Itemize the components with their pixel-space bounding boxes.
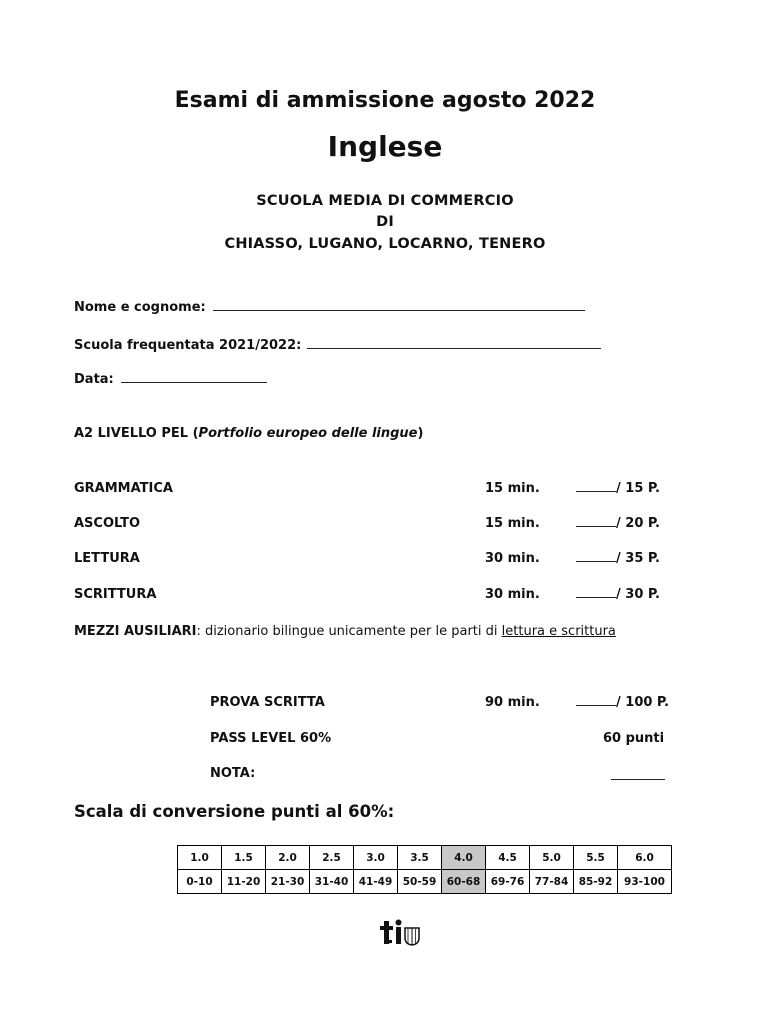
section-points-grammatica: / 15 P. [576, 481, 660, 496]
aids-label: MEZZI AUSILIARI [74, 624, 197, 639]
section-points-lettura: / 35 P. [576, 551, 660, 566]
section-time-ascolto: 15 min. [485, 516, 540, 531]
grade-cell: 1.0 [178, 846, 222, 870]
range-cell: 11-20 [222, 870, 266, 894]
section-name-grammatica: GRAMMATICA [74, 481, 173, 496]
exam-title: Esami di ammissione agosto 2022 [174, 88, 596, 113]
section-name-lettura: LETTURA [74, 551, 140, 566]
name-field-row [74, 300, 585, 315]
section-name-scrittura: SCRITTURA [74, 587, 157, 602]
date-field-row [74, 372, 267, 387]
pass-level-points: 60 punti [603, 731, 665, 746]
aids-text: : dizionario bilingue unicamente per le parti di [196, 624, 502, 639]
section-time-lettura: 30 min. [485, 551, 540, 566]
prova-scritta-points: / 100 P. [576, 695, 669, 710]
range-cell: 0-10 [178, 870, 222, 894]
ranges-row [178, 870, 672, 894]
date-input-line[interactable] [121, 381, 267, 383]
school-label: Scuola frequentata 2021/2022: [74, 338, 302, 353]
school-input-line[interactable] [307, 347, 601, 349]
name-input-line[interactable] [213, 309, 585, 311]
grade-cell: 3.5 [398, 846, 442, 870]
range-cell: 69-76 [486, 870, 530, 894]
conversion-table [177, 845, 672, 894]
points-blank[interactable] [576, 704, 616, 706]
grade-cell: 5.5 [574, 846, 618, 870]
school-locations: CHIASSO, LUGANO, LOCARNO, TENERO [224, 236, 546, 252]
school-name-line1: SCUOLA MEDIA DI COMMERCIO [256, 193, 514, 209]
range-cell: 21-30 [266, 870, 310, 894]
nota-input-line[interactable] [611, 779, 665, 780]
prova-scritta-time: 90 min. [485, 695, 540, 710]
grade-cell: 6.0 [618, 846, 672, 870]
section-time-scrittura: 30 min. [485, 587, 540, 602]
points-blank[interactable] [576, 525, 616, 527]
range-cell: 85-92 [574, 870, 618, 894]
nota-label: NOTA: [210, 766, 256, 781]
grade-cell: 5.0 [530, 846, 574, 870]
grade-cell: 4.5 [486, 846, 530, 870]
ticino-logo-icon [380, 918, 428, 946]
pass-level-label: PASS LEVEL 60% [210, 731, 332, 746]
range-cell: 77-84 [530, 870, 574, 894]
grades-row [178, 846, 672, 870]
school-field-row [74, 338, 601, 353]
grade-cell: 2.5 [310, 846, 354, 870]
subject-title: Inglese [327, 130, 443, 163]
range-cell: 41-49 [354, 870, 398, 894]
section-points-scrittura: / 30 P. [576, 587, 660, 602]
level-suffix: ) [417, 426, 424, 441]
grade-cell: 3.0 [354, 846, 398, 870]
grade-cell: 1.5 [222, 846, 266, 870]
level-portfolio: Portfolio europeo delle lingue [198, 426, 418, 441]
grade-cell-highlighted: 4.0 [442, 846, 486, 870]
points-blank[interactable] [576, 560, 616, 562]
aids-underlined: lettura e scrittura [501, 624, 616, 639]
points-blank[interactable] [576, 596, 616, 598]
range-cell: 31-40 [310, 870, 354, 894]
school-name-line2: DI [376, 214, 394, 230]
range-cell-highlighted: 60-68 [442, 870, 486, 894]
range-cell: 93-100 [618, 870, 672, 894]
grade-cell: 2.0 [266, 846, 310, 870]
range-cell: 50-59 [398, 870, 442, 894]
section-points-ascolto: / 20 P. [576, 516, 660, 531]
section-time-grammatica: 15 min. [485, 481, 540, 496]
points-blank[interactable] [576, 490, 616, 492]
section-name-ascolto: ASCOLTO [74, 516, 141, 531]
conversion-scale-title: Scala di conversione punti al 60%: [74, 802, 395, 821]
name-label: Nome e cognome: [74, 300, 206, 315]
date-label: Data: [74, 372, 114, 387]
level-line [74, 426, 423, 441]
level-prefix: A2 LIVELLO PEL ( [74, 426, 199, 441]
prova-scritta-label: PROVA SCRITTA [210, 695, 325, 710]
aids-line [74, 624, 616, 639]
